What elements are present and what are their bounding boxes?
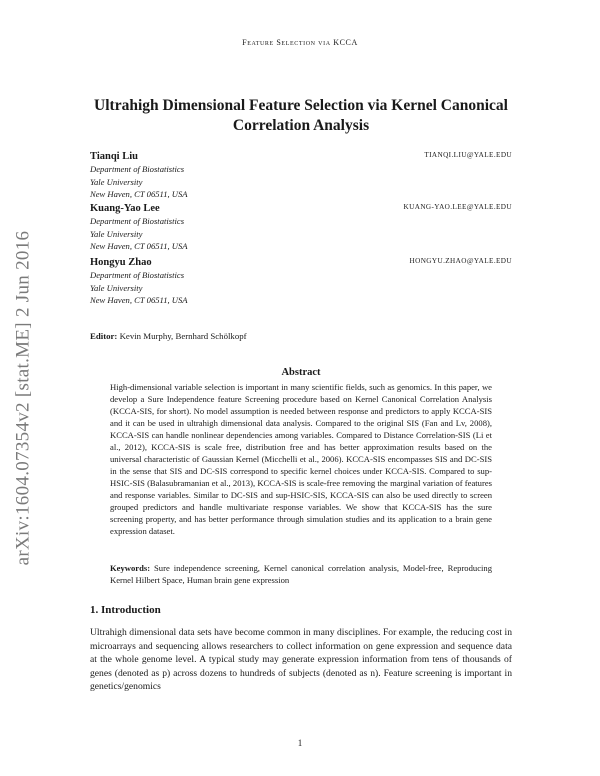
section-heading: 1. Introduction xyxy=(90,604,161,616)
author-email: KUANG-YAO.LEE@YALE.EDU xyxy=(403,203,512,211)
author-location: New Haven, CT 06511, USA xyxy=(90,241,188,251)
running-head: Feature Selection via KCCA xyxy=(242,38,358,47)
author-block-3 xyxy=(90,256,512,307)
author-location: New Haven, CT 06511, USA xyxy=(90,189,188,199)
editor-label: Editor: xyxy=(90,331,118,341)
introduction-text: Ultrahigh dimensional data sets have become common in many disciplines. For example, the reducing cost in microarrays and sequencing allows researchers to collect information on gene expression and sequence data at the whole genome level. A typical study may generate expression information from tens of thousands of genes (denoted as p) across dozens to hundreds of subjects (denoted as n). Feature screening is important in genetics/genomics xyxy=(90,627,512,693)
author-university: Yale University xyxy=(90,228,143,239)
abstract-text: High-dimensional variable selection is important in many scientific fields, such as genomics. In this paper, we develop a Sure Independence feature Screening procedure based on Kernel Canonical Correlation Analysis (KCCA-SIS, for short). No model assumption is needed between response and predictors to apply KCCA-SIS and it can be used in ultrahigh dimensional data analysis. Compared to the original SIS (Fan and Lv, 2008), KCCA-SIS can handle nonlinear dependencies among variables. Compared to Distance Correlation-SIS (Li et al., 2012), KCCA-SIS is scale free, distribution free and has better approximation results based on the universal characteristic of Gaussian Kernel (Micchelli et al., 2006). KCCA-SIS encompasses SIS and DC-SIS in the sense that SIS and DC-SIS correspond to specific kernel choices under KCCA-SIS. Compared to sup-HSIC-SIS (Balasubramanian et al., 2013), KCCA-SIS is scale-free removing the marginal variation of features and response variables. Similar to DC-SIS and sup-HSIC-SIS, KCCA-SIS can also be used directly to screen grouped predictors and handle multivariate response variables. We show that KCCA-SIS has the sure screening property, and has better performance through simulation studies and its application to a brain gene expression dataset. xyxy=(110,382,492,536)
author-block-1 xyxy=(90,150,512,201)
editor-line xyxy=(90,331,247,341)
keywords-label: Keywords: xyxy=(110,563,151,573)
author-department: Department of Biostatistics xyxy=(90,270,185,280)
author-name: Tianqi Liu xyxy=(90,151,138,162)
author-name: Hongyu Zhao xyxy=(90,257,152,268)
arxiv-stamp-text: arXiv:1604.07354v2 [stat.ME] 2 Jun 2016 xyxy=(12,230,34,566)
author-email: TIANQI.LIU@YALE.EDU xyxy=(424,151,512,159)
author-email: HONGYU.ZHAO@YALE.EDU xyxy=(409,257,512,265)
author-department: Department of Biostatistics xyxy=(90,216,185,226)
arxiv-stamp xyxy=(6,188,40,608)
abstract-heading: Abstract xyxy=(281,367,321,378)
page-number: 1 xyxy=(297,738,303,748)
keywords-text: Sure independence screening, Kernel canonical correlation analysis, Model-free, Reproducing Kernel Hilbert Space, Human brain gene expression xyxy=(110,563,492,585)
author-university: Yale University xyxy=(90,282,143,293)
editor-names: Kevin Murphy, Bernhard Schölkopf xyxy=(119,331,247,341)
author-university: Yale University xyxy=(90,176,143,187)
author-location: New Haven, CT 06511, USA xyxy=(90,295,188,305)
paper-title: Ultrahigh Dimensional Feature Selection via Kernel Canonical Correlation Analysis xyxy=(94,97,508,134)
author-name: Kuang-Yao Lee xyxy=(90,203,160,214)
keywords xyxy=(110,562,492,586)
author-department: Department of Biostatistics xyxy=(90,164,185,174)
author-block-2 xyxy=(90,202,512,253)
